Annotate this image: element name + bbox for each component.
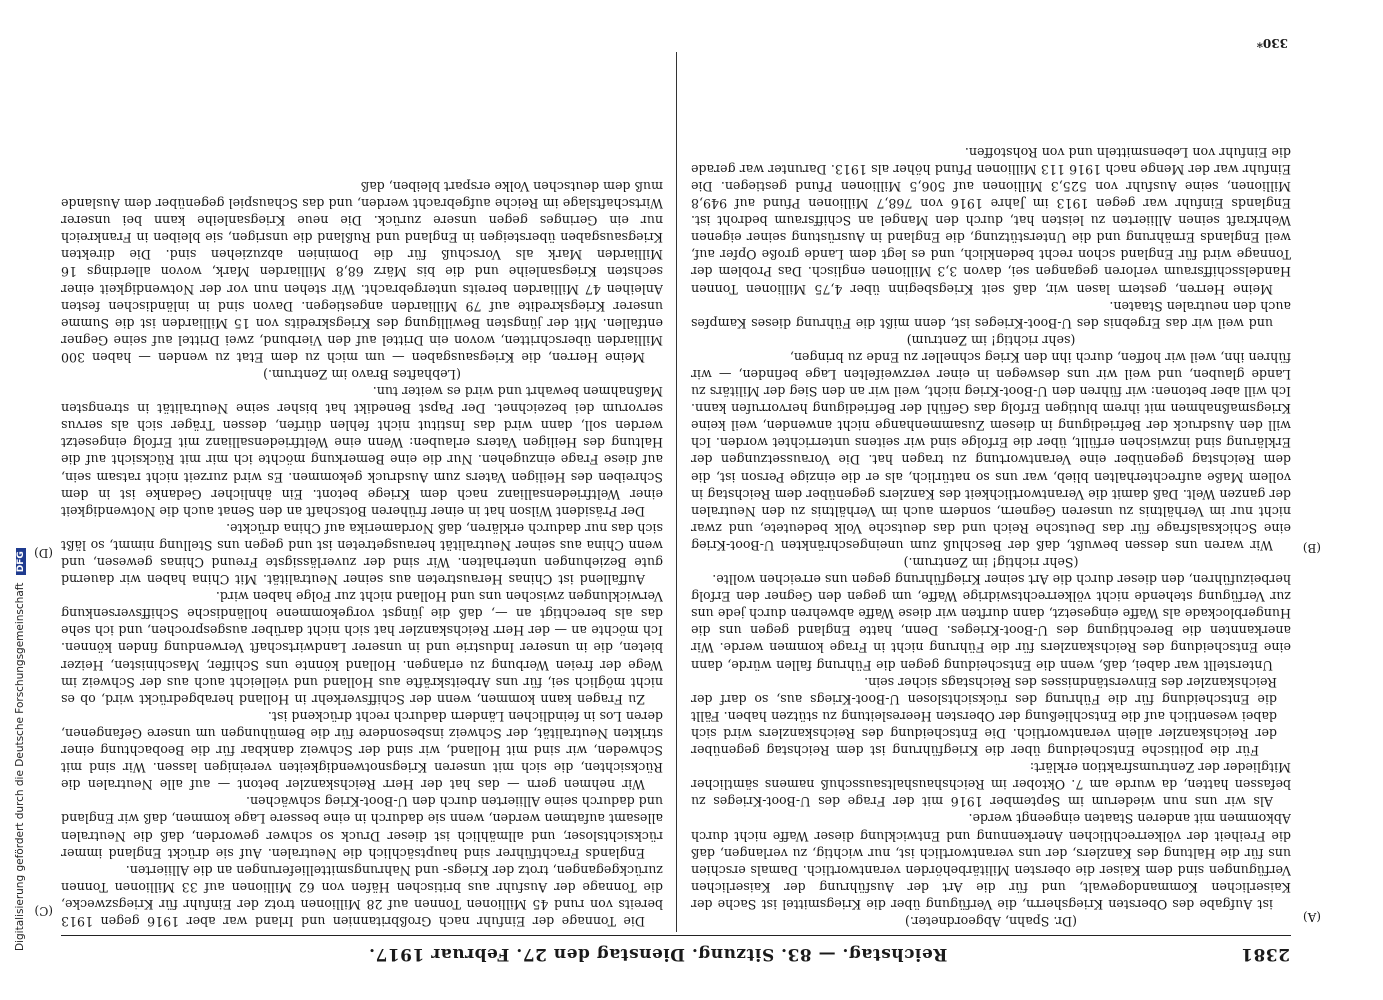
paragraph: Meine Herren, gestern lasen wir, daß seit Kriegsbeginn über 4,75 Millionen Tonnen Handelsschiffsraum verloren gegangen sei, davon 3,3 Millionen englisch. Das Problem der Tonnage wird für England schon recht bedenklich, und es legt dem Lande große Opfer auf, weil Englands Ernährung und die Unterstützung, die England in Ausrüstung seiner eigenen Wehrkraft seinen Alliierten zu leisten hat, durch den Mangel an Schiffsraum bedroht ist. Englands Einfuhr war gegen 1913 im Jahre 1916 von 768,7 Millionen Pfund auf 949,8 Millionen, seine Ausfuhr von 525,3 Millionen auf 506,5 Millionen Pfund gestiegen. Die Einfuhr war der Menge nach 1916 113 Millionen Pfund höher als 1913. Darunter war gerade die Einfuhr von Lebensmitteln und von Rohstoffen. — [691, 144, 1291, 297]
right-column — [61, 50, 663, 930]
paragraph: Meine Herren, die Kriegsausgaben — um mich zu dem Etat zu wenden — haben 300 Milliarden überschritten, wovon ein Drittel auf den Vierbund, zwei Drittel auf seine Gegner entfallen. Mit der jüngsten Bewilligung des Kriegskredits von 15 Milliarden ist die Summe unserer Kriegskredite auf 79 Milliarden angestiegen. Davon sind in inländischen festen Anleihen 47 Milliarden bereits untergebracht. Wir stehen nun vor der Notwendigkeit einer sechsten Kriegsanleihe und die bis März 68,8 Milliarden Mark, wovon allerdings 16 Milliarden Mark als Vorschuß für die Dominien abzuziehen sind. Die direkten Kriegsausgaben übersteigen in England und Rußland die unsrigen, sie bleiben in Frankreich nur ein Geringes gegen unsere zurück. Die neue Kriegsanleihe kann bei unserer Wirtschaftslage im Reiche aufgebracht werden, und das Schauspiel gegenüber dem Auslande muß dem deutschen Volke erspart bleiben, daß — [61, 178, 663, 365]
margin-mark-b: (B) — [1302, 541, 1321, 555]
paragraph: Der Präsident Wilson hat in einer früheren Botschaft an den Senat auch die Notwendigkeit einer Weltfriedensallianz nach dem Kriege betont. Ein ähnlicher Gedanke ist in dem Schreiben des Heiligen Vaters zum Ausdruck gekommen. Es wird zurzeit nicht ratsam sein, auf diese Frage einzugehen. Nur die eine Bemerkung möchte ich mir mit Rücksicht auf die Haltung des Heiligen Vaters erlauben: Wenn eine Weltfriedensallianz mit Erfolg eingesetzt werden soll, dann wird das Institut nicht fehlen dürfen, dessen Träger sich als servus servorum dei bezeichnet. Der Papst Benedikt hat bisher seine Neutralität in strengsten Maßnahmen bewahrt und wird es weiter tun. — [61, 384, 663, 519]
margin-mark-d: (D) — [34, 546, 53, 560]
dfg-logo-icon: DFG — [16, 548, 26, 575]
column-divider — [676, 52, 677, 932]
page-number: 2381 — [1240, 944, 1290, 964]
paragraph: und weil wir das Ergebnis des U-Boot-Krieges ist, denn mißt die Führung dieses Kampfes auch den neutralen Staaten. — [691, 298, 1291, 331]
paragraph: ist Aufgabe des Obersten Kriegsherrn, die Verfügung über die Kriegsmittel ist Sache der Kaiserlichen Kommandogewalt, und für die Art der Ausführung der Kaiserlichen Verfügungen sind dem Kaiser die obersten Militärbehörden verantwortlich. Damals erschien uns für die Haltung des Kanzlers, der uns verantwortlich ist, nur wichtig, zu verlangen, daß die Freiheit der völkerrechtlichen Anerkennung und Entwicklung dieser Waffe nicht durch Abkommen mit anderen Staaten eingeengt werde. — [691, 811, 1291, 912]
caption-text: Digitalisierung gefördert durch die Deutsche Forschungsgemeinschaft — [14, 582, 26, 951]
header-rule — [61, 935, 1291, 936]
paragraph: Die Tonnage der Einfuhr nach Großbritannien und Irland war aber 1916 gegen 1913 bereits von rund 45 Millionen Tonnen auf 28 Millionen trotz der Einfuhr für Kriegszwecke, die Tonnage der Ausfuhr aus britischen Häfen von 62 Millionen auf 33 Millionen Tonnen zurückgegangen, trotz der Kriegs- und Nahrungsmittellieferungen an die Alliierten. — [61, 862, 663, 929]
quoted-declaration: Für die politische Entscheidung über die Kriegführung ist dem Reichstag gegenüber der Reichskanzler allein verantwortlich. Die Entscheidung des Reichskanzlers wird sich dabei wesentlich auf die Entschließung der Obersten Heeresleitung zu stützen haben. Fällt die Entscheidung für die Führung des rücksichtslosen U-Boot-Kriegs aus, so darf der Reichskanzler des Einverständnisses des Reichstags sicher sein. — [691, 674, 1277, 759]
page-header — [8, 938, 1308, 966]
paragraph: Zu Fragen kann kommen, wenn der Schiffsverkehr in Holland herabgedrückt wird, ob es nicht möglich sei, für uns Arbeitskräfte aus Holland und vielleicht auch aus der Schweiz im Wege der freien Werbung zu erlangen. Holland könnte uns Schiffer, Maschinisten, Heizer bieten, die in unserer Industrie und in unserer Landwirtschaft Verwendung finden können. Ich möchte an — der Herr Reichskanzler hat sich nicht darüber ausgesprochen, und ich sehe das als berechtigt an —, daß die jüngst vorgekommene holländische Schiffsversenkung Verwicklungen zwischen uns und Holland nicht zur Folge haben wird. — [61, 589, 663, 707]
speaker-line: (Dr. Spahn, Abgeordneter.) — [904, 914, 1078, 929]
paragraph: Auffallend ist Chinas Heraustreten aus seiner Neutralität. Mit China haben wir dauernd gute Beziehungen unterhalten. Wir sind der zuverlässigste Freund Chinas gewesen, und wenn China aus seiner Neutralität herausgetreten ist und gegen uns Stellung nimmt, so läßt sich das nur dadurch erklären, daß Nordamerika auf China drückte. — [61, 520, 663, 588]
left-column — [691, 50, 1291, 930]
signature-mark: 330* — [1256, 36, 1288, 50]
paragraph: Wir waren uns dessen bewußt, daß der Beschluß zum uneingeschränkten U-Boot-Krieg eine Schicksalsfrage für das Deutsche Reich und das deutsche Volk bedeutete, und zwar nicht nur im Verhältnis zu unseren Gegnern, sondern auch im Verhältnis zu den Neutralen der ganzen Welt. Daß damit die Verantwortlichkeit des Kanzlers gegenüber dem Reichstag in vollem Maße aufrechterhalten blieb, war uns so natürlich, als er die einzige Person ist, die dem Reichstag gegenüber eine Verantwortung zu tragen hat. Die Voraussetzungen der Erklärung sind inzwischen erfüllt, über die Erfolge sind wir seitens unterrichtet worden. Ich will den Ausdruck der Befriedigung in diesem Zusammenhange nicht anwenden, weil keine Kriegsmaßnahmen mit ihrem blutigen Erfolg das Gefühl der Befriedigung hervorrufen kann. Ich will aber betonen: wir führen den U-Boot-Krieg nicht, weil wir an den Sieg der Militärs zu Lande glauben, und weil wir uns deswegen in einer verzweifelten Lage befinden, — wir führen ihn, weil wir hoffen, durch ihn den Krieg schneller zu Ende zu bringen, — [691, 349, 1291, 553]
page-title: Reichstag. — 83. Sitzung. Dienstag den 27. Februar 1917. — [368, 944, 948, 964]
paragraph: Als wir uns nun wiederum im September 1916 mit der Frage des U-Boot-Krieges zu befassen hatten, da wurde am 7. Oktober im Reichshaushaltsausschuß namens sämtlicher Mitglieder der Zentrumsfraktion erklärt: — [691, 760, 1291, 810]
interjection: (Sehr richtig! im Zentrum.) — [903, 555, 1079, 571]
margin-mark-c: (C) — [34, 904, 53, 918]
interjection: (Lebhaftes Bravo im Zentrum.) — [263, 367, 461, 382]
paragraph: Englands Frachtführer sind hauptsächlich die Neutralen. Auf sie drückt England immer rücksichtsloser, und allmählich ist dieser Druck so schwer geworden, daß die Neutralen allesamt aufatmen werden, wenn sie dadurch in eine bessere Lage kommen, daß wir England und dadurch seine Alliierten durch den U-Boot-Krieg schwächen. — [61, 794, 663, 861]
digitization-caption — [14, 51, 26, 951]
interjection: (sehr richtig! im Zentrum) — [906, 332, 1076, 348]
margin-mark-a: (A) — [1302, 910, 1321, 924]
paragraph: Wir nehmen gern — das hat der Herr Reichskanzler betont — auf alle Neutralen die Rücksichten, die sich mit unseren Kriegsnotwendigkeiten vereinigen lassen. Wir sind mit Schweden, wir sind mit Holland, wir sind der Schweiz dankbar für die Beobachtung einer strikten Neutralität, der Schweiz insbesondere für die Bemühungen um unsere Gefangenen, deren Los in feindlichen Ländern dadurch recht drückend ist. — [61, 708, 663, 793]
paragraph: Unterstellt war dabei, daß, wenn die Entscheidung gegen die Führung fallen würde, dann eine Entscheidung des Reichskanzlers für die Führung nicht in Frage kommen werde. Wir anerkannten die Berechtigung des U-Boot-Krieges. Denn, hatte England gegen uns die Hungerblockade als Waffe eingesetzt, dann durften wir diese Waffe abwehren durch jede uns zur Verfügung stehende nicht völkerrechtswidrige Waffe, um gegen den Gegner den Erfolg herbeizuführen, den dieser durch die Art seiner Kriegführung gegen uns erreichen wollte. — [691, 572, 1291, 673]
